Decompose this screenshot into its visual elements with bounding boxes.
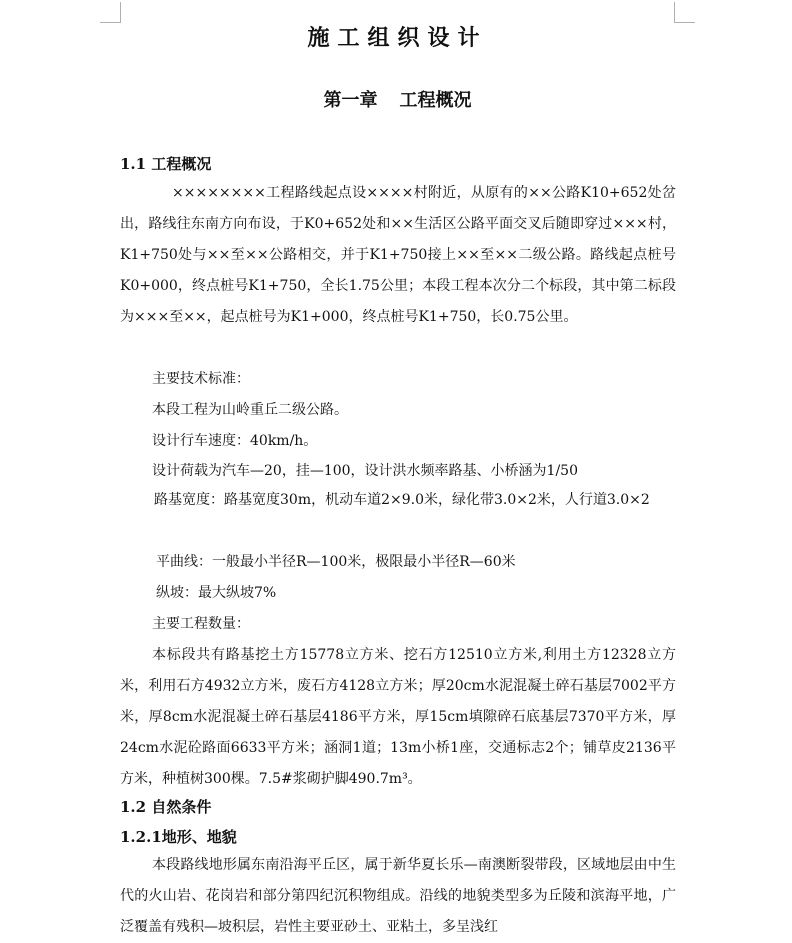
tech-standard-line: 设计荷载为汽车—20，挂—100，设计洪水频率路基、小桥涵为1/50 bbox=[152, 463, 578, 479]
page-corner-mark-left bbox=[100, 2, 121, 23]
section-heading-1-2: 1.2 自然条件 bbox=[120, 798, 212, 816]
curve-line: 平曲线：一般最小半径R—100米，极限最小半径R—60米 bbox=[156, 554, 516, 570]
chapter-name: 工程概况 bbox=[399, 90, 472, 111]
roadbed-width-paragraph: 路基宽度：路基宽度30m，机动车道2×9.0米，绿化带3.0×2米，人行道3.0×2 bbox=[154, 492, 650, 508]
document-title: 施工组织设计 bbox=[307, 25, 488, 51]
terrain-paragraph: 本段路线地形属东南沿海平丘区，属于新华夏长乐—南澳断裂带段，区域地层由中生代的火山岩、花岗岩和部分第四纪沉积物组成。沿线的地貌类型多为丘陵和滨海平地，广泛覆盖有残积—坡积层，岩性主要亚砂土、亚粘土，多呈浅红 bbox=[120, 857, 676, 935]
quantities-label: 主要工程数量： bbox=[152, 616, 250, 632]
subsection-heading-1-2-1: 1.2.1地形、地貌 bbox=[120, 828, 237, 846]
chapter-number: 第一章 bbox=[323, 90, 378, 111]
project-overview-paragraph: ××××××××工程路线起点设××××村附近，从原有的××公路K10+652处岔出，路线往东南方向布设，于K0+652处和××生活区公路平面交叉后随即穿过×××村，K1+750处与××至××公路相交，并于K1+750接上××至××二级公路。路线起点桩号K0+000，终点桩号K1+750，全长1.75公里；本段工程本次分二个标段，其中第二标段为×××至××，起点桩号为K1+000，终点桩号K1+750，长0.75公里。 bbox=[120, 185, 676, 325]
quantities-paragraph: 本标段共有路基挖土方15778立方米、挖石方12510立方米,利用土方12328立方米，利用石方4932立方米，废石方4128立方米；厚20cm水泥混凝土碎石基层7002平方米，厚8cm水泥混凝土碎石基层4186平方米，厚15cm填隙碎石底基层7370平方米，厚24cm水泥砼路面6633平方米；涵洞1道；13m小桥1座，交通标志2个；铺草皮2136平方米，种植树300棵。7.5#浆砌护脚490.7m³。 bbox=[120, 647, 676, 787]
tech-standard-label: 主要技术标准： bbox=[152, 371, 250, 387]
chapter-heading bbox=[120, 86, 675, 116]
tech-standard-line: 本段工程为山岭重丘二级公路。 bbox=[152, 402, 348, 418]
grade-line: 纵坡：最大纵坡7% bbox=[156, 585, 277, 601]
section-heading-1-1: 1.1 工程概况 bbox=[120, 155, 212, 173]
page-corner-mark-right bbox=[674, 2, 695, 23]
tech-standard-line: 设计行车速度：40km/h。 bbox=[152, 433, 318, 449]
